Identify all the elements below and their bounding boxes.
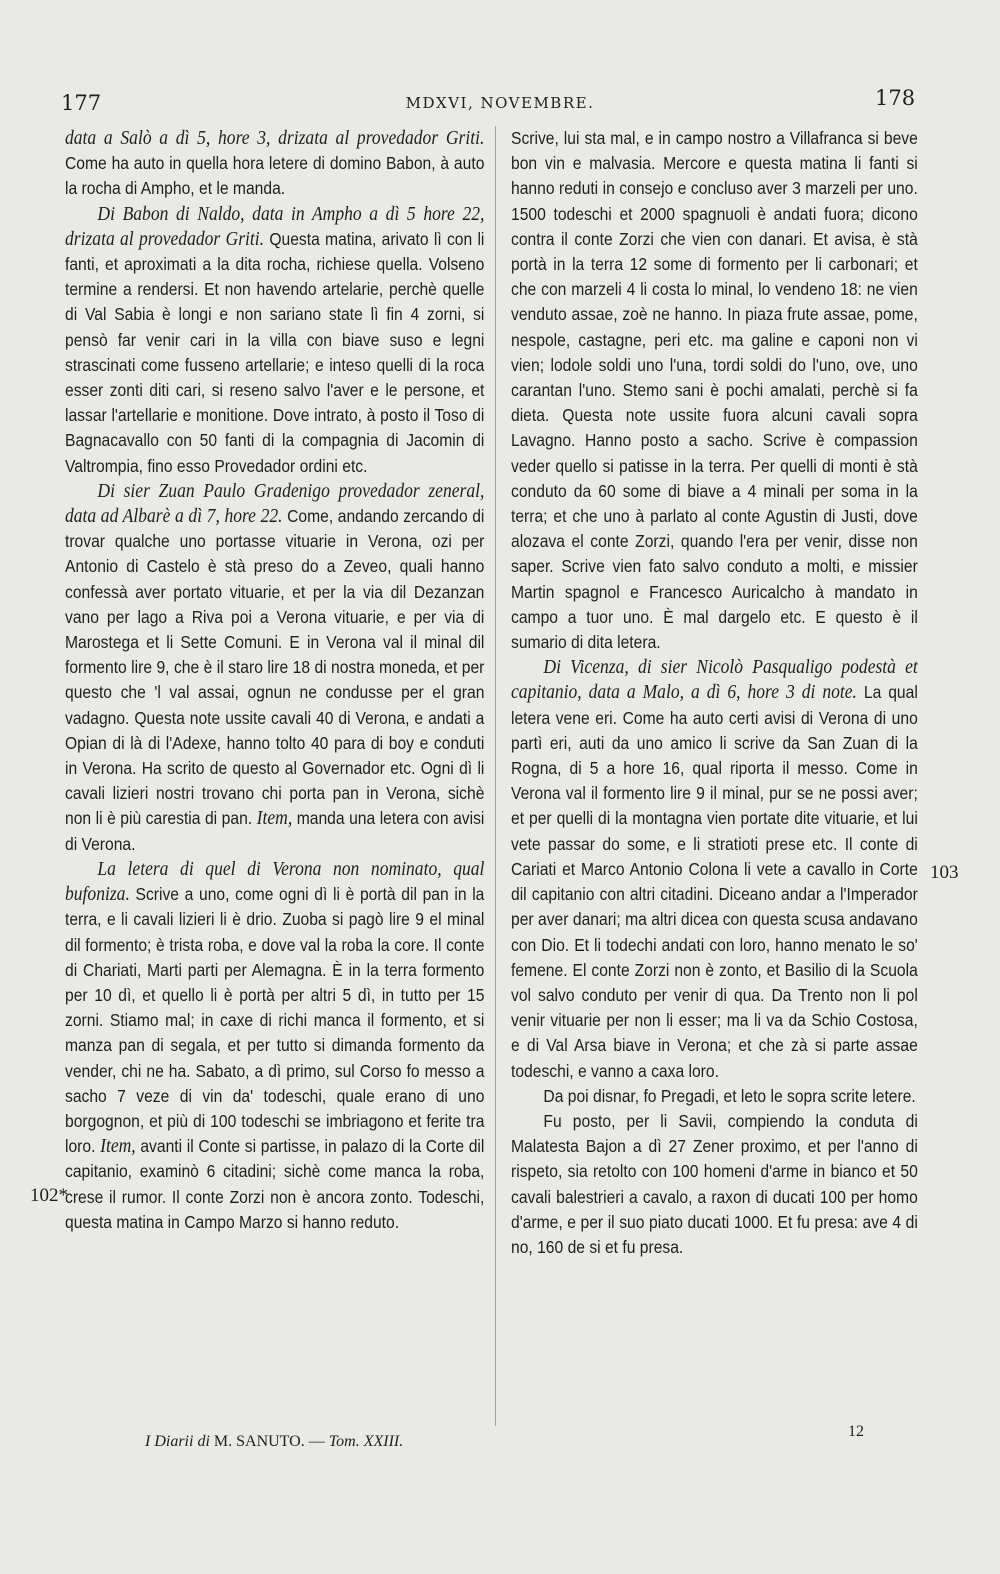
paragraph [65, 857, 484, 1235]
paragraph [511, 1109, 918, 1260]
footer-title: Diarii di [154, 1433, 210, 1450]
page-number-left: 177 [61, 91, 102, 115]
heading-italic: data a Salò a dì 5, hore 3, drizata al provedador Griti. [65, 128, 485, 149]
paragraph-text: avanti il Conte si partisse, in palazo di la Corte dil capitanio, examinò 6 citadini; sichè come manca la roba, crese il rumor. Il conte Zorzi non è ancora zonto. Todeschi, questa matina in Campo Marzo si hanno reduto. [65, 1136, 485, 1232]
paragraph-text: Da poi disnar, fo Pregadi, et leto le sopra scrite letere. [543, 1085, 916, 1106]
paragraph [65, 126, 484, 202]
paragraph [65, 479, 484, 857]
item-italic: Item, [256, 808, 293, 830]
paragraph-text: Come ha auto in quella hora letere di domino Babon, à auto la rocha di Ampho, et le manda. [65, 153, 485, 199]
paragraph-text: manda una letera con avisi di Verona. [65, 808, 485, 854]
left-column [65, 126, 484, 1426]
page-number-right: 178 [875, 86, 916, 110]
margin-number-right: 103 [930, 862, 959, 883]
margin-number-left: 102* [30, 1185, 68, 1206]
paragraph [65, 202, 484, 479]
heading-italic: La letera di quel di Verona non nominato, qual bufoniza. [65, 858, 485, 906]
right-column [511, 126, 918, 1426]
signature-mark: 12 [848, 1423, 864, 1440]
column-rule [495, 126, 496, 1426]
paragraph [511, 1084, 918, 1109]
footer-author: M. SANUTO. — [209, 1433, 329, 1450]
paragraph-text: Questa matina, arivato lì con li fanti, et aproximati a la dita rocha, richiese quella. Volseno termine a rendersi. Et non havendo artelarie, perchè quelle di Val Sabia è longi e non sariano state lì fin 4 zorni, si pensò far venir cari in la villa con biave suso e legni strascinati come fusseno artellarie; e inteso quelli di la roca esser zonti diti cari, si reseno salvo l'aver e le persone, et lassar l'artellarie e monitione. Dove intrato, à posto il Toso di Bagnacavallo con 50 fanti di la compagnia di Jacomin di Valtrompia, fino esso Provedador ordini etc. [65, 228, 485, 476]
footer-citation [145, 1433, 403, 1451]
item-italic: Item, [100, 1136, 136, 1158]
paragraph-text: Come, andando zercando di trovar qualche uno portasse vituarie in Verona, ozi per Antonio di Castelo è stà preso do a Zeveo, quali hanno confessà aver portato vituarie, et per la via dil Dezanzan vano per lago a Riva poi a Verona vituarie, e per via di Marostega et li Sette Comuni. E in Verona val il minal dil formento lire 9, che è il staro lire 18 di nostra moneda, et per questo che 'l val assai, ognun ne condusse per el gran vadagno. Questa note ussite cavali 40 di Verona, e andati a Opian di là di l'Adexe, hanno tolto 40 para di boy e conduti in Verona. Ha scrito de questo al Governador etc. Ogni dì li cavali lizieri nostri trovano chi porta pan in Verona, sichè non li è più carestia di pan. [65, 506, 485, 829]
paragraph-text: Scrive a uno, come ogni dì li è portà dil pan in la terra, e li cavali lizieri li è drio. Zuoba si pagò lire 9 el minal dil formento; è trista roba, e dove val la roba la core. Il conte di Chariati, Marti parti per Alemagna. È in la terra formento per 10 dì, et quello li è portà per altri 5 dì, in tutto per 15 zorni. Stiamo mal; in caxe di richi manca il formento, et si manza pan di segala, et per tutto si dimanda formento da vender, chi ne ha. Sabato, a dì primo, sul Corso fo messo a sacho 7 veze di vin da' todeschi, quale erano di uno borgognon, et più di 100 todeschi se imbriagono et ferite tra loro. [65, 884, 485, 1157]
paragraph-text: Fu posto, per li Savii, compiendo la conduta di Malatesta Bajon a dì 27 Zener proximo, et per l'anno di rispeto, sia retolto con 100 homeni d'arme in bianco et 50 cavali balestrieri a cavalo, a raxon di ducati 100 per homo d'arme, e per il suo piato ducati 1000. Et fu presa: ave 4 di no, 160 de si et fu presa. [511, 1110, 918, 1257]
running-head [0, 86, 1000, 126]
paragraph-text: Scrive, lui sta mal, e in campo nostro a Villafranca si beve bon vin e malvasia. Mercore e questa matina li fanti si hanno reduti in consejo e concluso aver 3 marzeli per uno. 1500 todeschi et 2000 spagnuoli è andati fuora; dicono contra il conte Zorzi che vien con danari. Et avisa, è stà portà in la terra 12 some di formento per li carbonari; et che con marzeli 4 li costa lo minal, lo vendeno 18: ne vien venduto assae, zoè ne hanno. In piaza frute assae, pome, nespole, castagne, peri etc. ma galine e caponi non vi vien; lodole soldi uno l'una, tordi soldi do l'uno, ove, uno carantan l'uno. Stemo sani è pochi amalati, perchè si fa dieta. Questa note ussite fuora alcuni cavali sopra Lavagno. Hanno posto a sacho. Scrive è compassion veder quello si patisse in la terra. Per quelli di monti è stà conduto da 60 some di biave a 4 minali per soma in la terra; et che uno à parlato al conte Agustin di Justi, dove alozava el conte Zorzi, quando l'era per venir, disse non saper. Scrive vien fato salvo conduto a molti, e missier Martin spagnol e Francesco Auricalcho à mandato in campo a tuor uno. È mal dargelo etc. E questo è il sumario di dita letera. [511, 128, 918, 653]
heading-italic: Di sier Zuan Paulo Gradenigo provedador zeneral, data ad Albarè a dì 7, hore 22. [65, 480, 485, 528]
paragraph-text: La qual letera vene eri. Come ha auto certi avisi di Verona di uno partì eri, auti da uno amico li scrive da San Zuan di la Rogna, di 5 a hore 16, qual riporta il messo. Come in Verona val il formento lire 9 il minal, pur se ne possi aver; et per quelli di la montagna vien portate dite vituarie, et lui vete passar do some, e li stratioti prese etc. Il conte di Cariati et Marco Antonio Colona li vete a cavallo in Corte dil capitanio con altri citadini. Diceano andar a l'Imperador per aver danari; ma altri dicea con questa scusa andavano con Dio. Et li todechi andati con loro, hanno menato le so' femene. El conte Zorzi non è zonto, et Basilio di la Scuola vol salvo conduto per venir di qua. Da Trento non li pol venir vituarie per non li esser; ma li va da Schio Costosa, e di Val Arsa biave in Verona; et che zà si parte assae todeschi, e vanno a caxa loro. [511, 682, 918, 1081]
heading-italic: Di Babon di Naldo, data in Ampho a dì 5 hore 22, drizata al provedador Griti. [65, 203, 485, 250]
running-title: MDXVI, NOVEMBRE. [405, 94, 595, 112]
footer-prefix: I [145, 1433, 151, 1450]
paragraph [511, 655, 918, 1083]
footer-volume: Tom. XXIII. [328, 1433, 404, 1450]
heading-italic: Di Vicenza, di sier Nicolò Pasqualigo podestà et capitanio, data a Malo, a dì 6, hore 3 di note. [511, 657, 918, 704]
paragraph [511, 126, 918, 655]
